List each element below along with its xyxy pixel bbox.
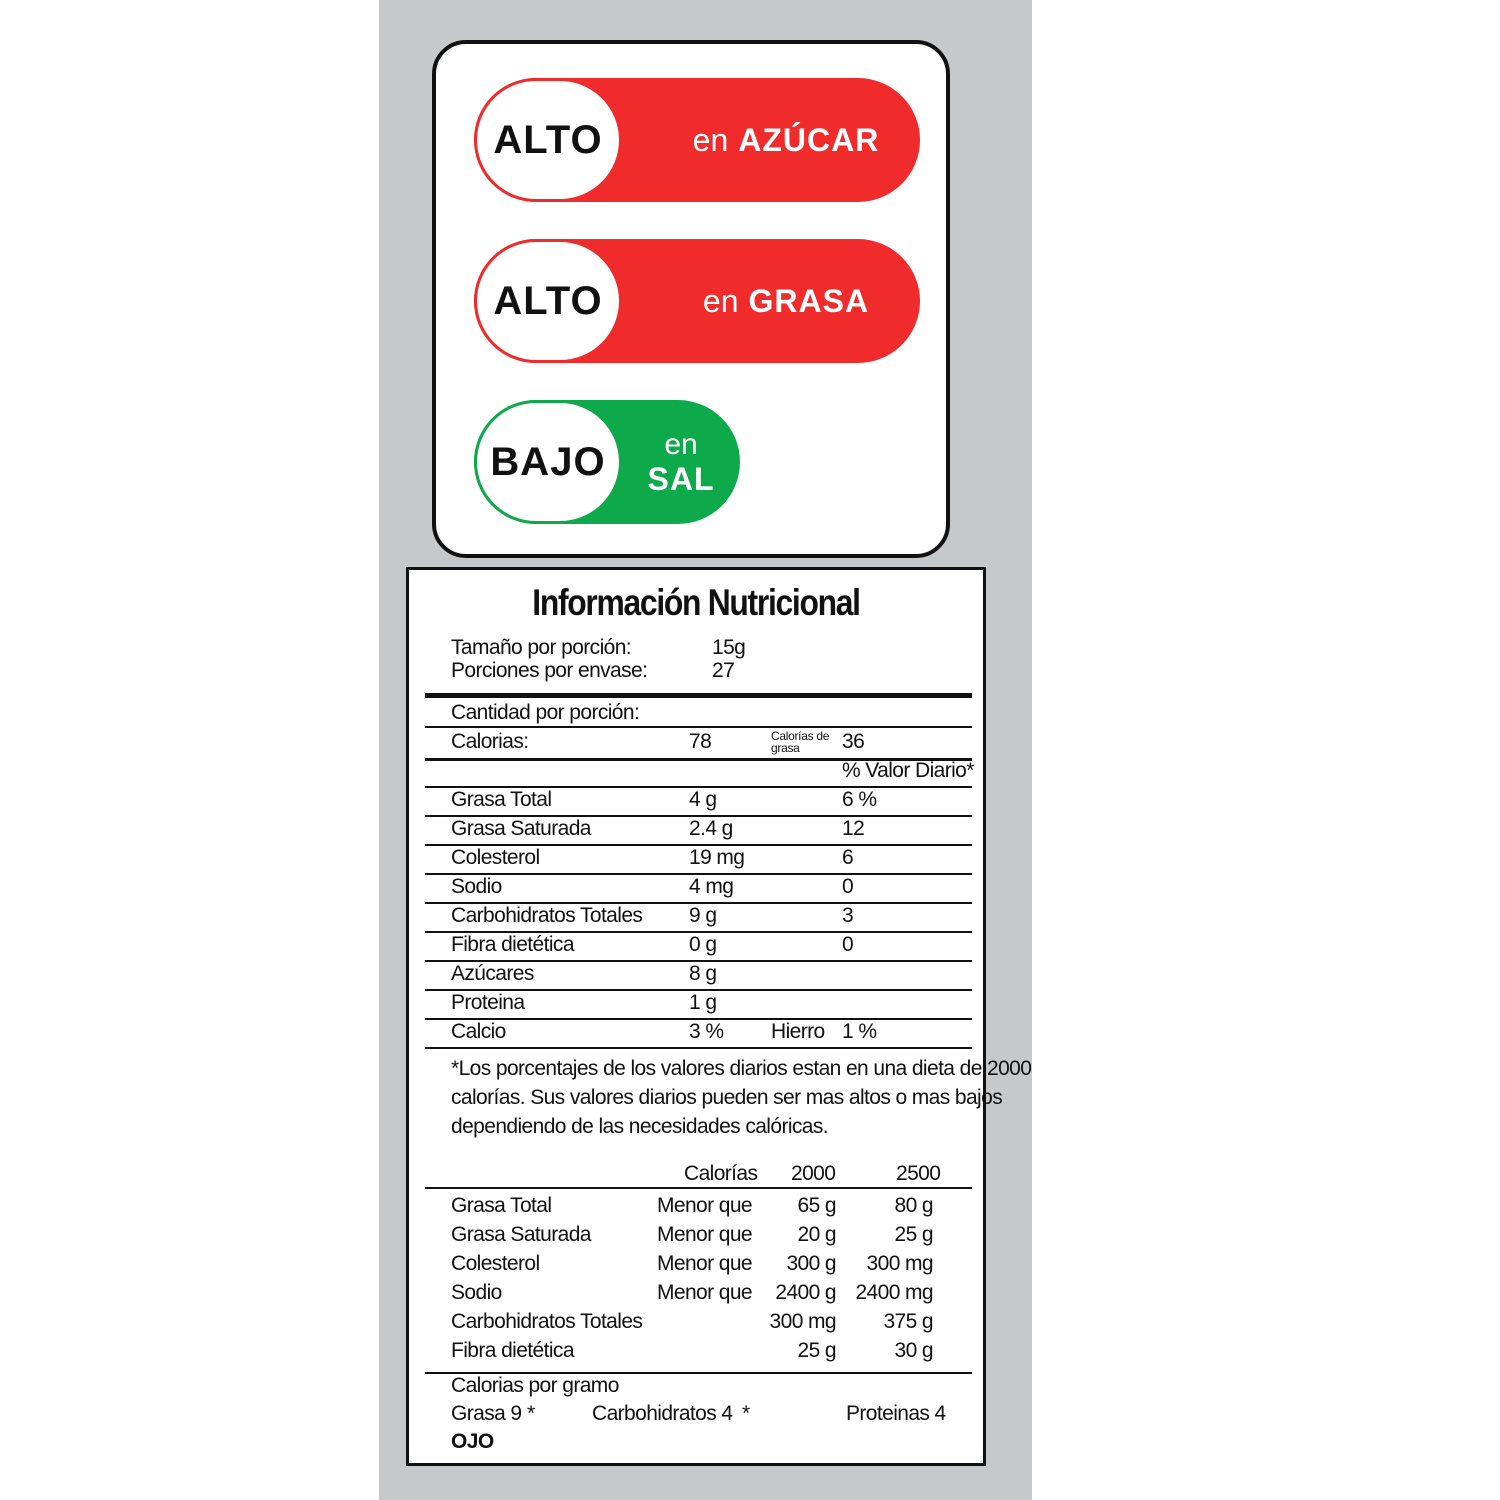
nutrient-name: Azúcares <box>451 962 534 985</box>
ref-2000: 25 g <box>797 1339 836 1362</box>
warning-prefix: en <box>702 282 739 319</box>
ref-2500: 2400 mg <box>855 1281 933 1304</box>
ref-header-2500: 2500 <box>896 1162 941 1185</box>
nutrient-name: Fibra dietética <box>451 933 574 956</box>
ref-2500: 25 g <box>894 1223 933 1246</box>
nutrient-name: Colesterol <box>451 846 540 869</box>
warning-text <box>622 78 920 202</box>
ref-header-2000: 2000 <box>791 1162 836 1185</box>
ref-2000: 20 g <box>797 1223 836 1246</box>
carb-per-gram: Carbohidratos 4 <box>592 1402 733 1425</box>
nutrition-facts-panel <box>406 567 1032 1466</box>
nutrient-amount: 2.4 g <box>689 817 733 840</box>
nutrient-name: Proteina <box>451 991 525 1014</box>
warning-nutrient: SAL <box>647 461 715 497</box>
nutrient-daily-value: 0 <box>842 933 854 956</box>
warning-labels <box>432 40 950 558</box>
divider <box>425 1187 972 1189</box>
ref-nutrient: Grasa Saturada <box>451 1223 591 1246</box>
warning-prefix: en <box>692 121 729 158</box>
nutrient-amount: 0 g <box>689 933 717 956</box>
nutrient-amount: 4 g <box>689 788 717 811</box>
ref-nutrient: Grasa Total <box>451 1194 552 1217</box>
nutrient-daily-value: 12 <box>842 817 865 840</box>
calories-label: Calorias: <box>451 730 529 753</box>
warning-high-fat <box>474 239 920 363</box>
nutrient-daily-value: 0 <box>842 875 854 898</box>
separator-star: * <box>527 1402 535 1425</box>
separator-star: * <box>742 1402 750 1425</box>
ref-2500: 300 mg <box>866 1252 933 1275</box>
ref-2000: 2400 g <box>775 1281 836 1304</box>
ref-nutrient: Fibra dietética <box>451 1339 574 1362</box>
serving-size-value: 15g <box>712 636 746 659</box>
nutrient-amount: 1 g <box>689 991 717 1014</box>
warning-high-sugar <box>474 78 920 202</box>
fat-calories-label: Calorías de grasa <box>771 729 830 755</box>
nutrient-daily-value: 3 <box>842 904 854 927</box>
ref-nutrient: Carbohidratos Totales <box>451 1310 643 1333</box>
ref-header-calorias: Calorías <box>684 1162 758 1185</box>
nutrient-amount: 19 mg <box>689 846 745 869</box>
fat-per-gram: Grasa 9 <box>451 1402 522 1425</box>
nutrient-name: Grasa Saturada <box>451 817 591 840</box>
ref-condition: Menor que <box>657 1252 752 1275</box>
ref-nutrient: Colesterol <box>451 1252 540 1275</box>
footnote-line: *Los porcentajes de los valores diarios estan en una dieta de 2000 <box>451 1057 1032 1080</box>
ref-2500: 375 g <box>883 1310 933 1333</box>
daily-value-header: % Valor Diario* <box>842 759 974 782</box>
hierro-label: Hierro <box>771 1020 825 1043</box>
serving-size-label: Tamaño por porción: <box>451 636 632 659</box>
ref-condition: Menor que <box>657 1194 752 1217</box>
divider <box>425 726 972 728</box>
nutrient-daily-value: 6 % <box>842 788 877 811</box>
nutrient-amount: 9 g <box>689 904 717 927</box>
ref-2500: 30 g <box>894 1339 933 1362</box>
nutrient-name: Grasa Total <box>451 788 552 811</box>
warning-nutrient: AZÚCAR <box>738 121 880 158</box>
calcio-value: 3 % <box>689 1020 724 1043</box>
ref-2500: 80 g <box>894 1194 933 1217</box>
amount-per-serving-label: Cantidad por porción: <box>451 701 640 724</box>
fat-calories-value: 36 <box>842 730 865 753</box>
hierro-value: 1 % <box>842 1020 877 1043</box>
divider-thick <box>425 693 972 698</box>
servings-label: Porciones por envase: <box>451 659 648 682</box>
nutrition-title: Información Nutricional <box>532 582 860 623</box>
divider <box>425 1047 972 1049</box>
warning-level: ALTO <box>474 239 622 363</box>
ref-nutrient: Sodio <box>451 1281 502 1304</box>
calcio-label: Calcio <box>451 1020 506 1043</box>
nutrient-amount: 8 g <box>689 962 717 985</box>
warning-low-salt <box>474 400 740 524</box>
ref-2000: 300 g <box>786 1252 836 1275</box>
ojo-label: OJO <box>451 1430 494 1453</box>
warning-level: BAJO <box>474 400 622 524</box>
nutrient-amount: 4 mg <box>689 875 734 898</box>
footnote-line: calorías. Sus valores diarios pueden ser mas altos o mas bajos <box>451 1086 1003 1109</box>
servings-value: 27 <box>712 659 735 682</box>
warning-text <box>622 239 920 363</box>
calories-per-gram-label: Calorias por gramo <box>451 1374 619 1397</box>
nutrient-name: Carbohidratos Totales <box>451 904 643 927</box>
nutrient-name: Sodio <box>451 875 502 898</box>
ref-2000: 300 mg <box>769 1310 836 1333</box>
ref-2000: 65 g <box>797 1194 836 1217</box>
ref-condition: Menor que <box>657 1281 752 1304</box>
ref-condition: Menor que <box>657 1223 752 1246</box>
warning-nutrient: GRASA <box>748 282 870 319</box>
protein-per-gram: Proteinas 4 <box>846 1402 946 1425</box>
warning-level: ALTO <box>474 78 622 202</box>
calories-value: 78 <box>689 730 712 753</box>
warning-prefix: en <box>664 428 698 461</box>
nutrient-daily-value: 6 <box>842 846 854 869</box>
footnote-line: dependiendo de las necesidades calóricas. <box>451 1115 829 1138</box>
warning-text <box>622 400 740 524</box>
